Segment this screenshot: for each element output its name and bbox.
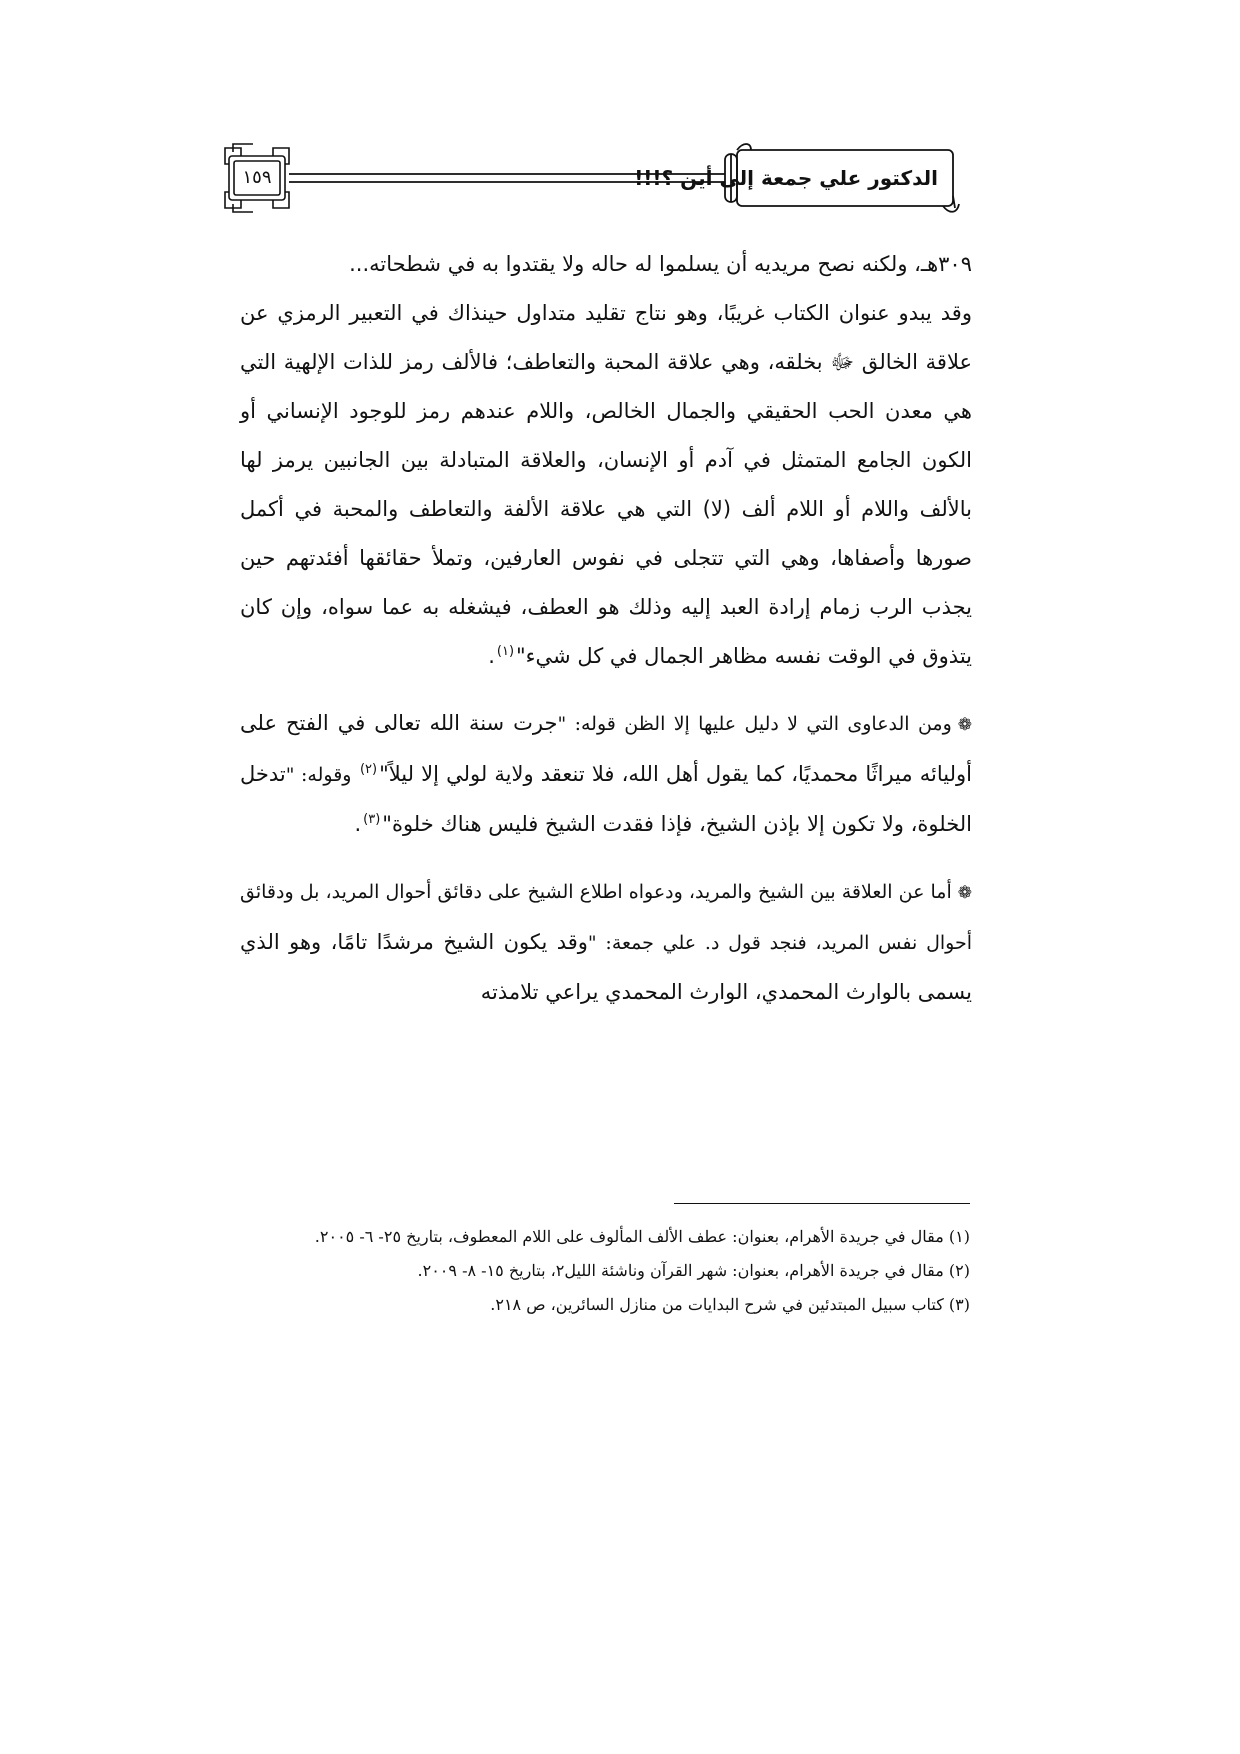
page-number: ١٥٩ [242, 167, 272, 188]
paragraph-intro: وقوله: " [285, 764, 358, 786]
main-text [240, 240, 972, 1017]
paragraph: ❁ومن الدعاوى التي لا دليل عليها إلا الظن قوله: "جرت سنة الله تعالى في الفتح على أوليائه ميراثًا محمديًا، كما يقول أهل الله، فلا تنعقد ولاية لولي إلا ليلاً"$^{(٢)}$ وقوله: "تدخل الخلوة، ولا تكون إلا بإذن الشيخ، فإذا فقدت الشيخ فليس هناك خلوة"$^{(٣)}$. [240, 711, 973, 836]
paragraph-text: وقد يبدو عنوان الكتاب غريبًا، وهو نتاج تقليد متداول حينذاك في التعبير الرمزي عن علاقة الخالق ﷻ بخلقه، وهي علاقة المحبة والتعاطف؛ فالألف رمز للذات الإلهية التي هي معدن الحب الحقيقي والجمال الخالص، واللام عندهم رمز للوجود الإنساني أو الكون الجامع المتمثل في آدم أو الإنسان، والعلاقة المتبادلة بين الجانبين يرمز لها بالألف واللام أو اللام ألف (لا) التي هي علاقة الألفة والتعاطف والمحبة في أكمل صورها وأصفاها، وهي التي تتجلى في نفوس العارفين، وتملأ حقائقها أفئدتهم حين يجذب الرب زمام إرادة العبد إليه وذلك هو العطف، فيشغله به عما سواه، وإن كان يتذوق في الوقت نفسه مظاهر الجمال في كل شيء" [240, 301, 972, 668]
page-header [225, 138, 960, 218]
footnote-reference[interactable]: (٣) [363, 812, 381, 827]
footnote: (٣) كتاب سبيل المبتدئين في شرح البدايات من منازل السائرين، ص ٢١٨. [490, 1295, 970, 1314]
running-header-title: الدكتور علي جمعة إلى أين ؟!!! [634, 166, 938, 190]
paragraph: ٣٠٩هـ، ولكنه نصح مريديه أن يسلموا له حاله ولا يقتدوا به في شطحاته... وقد يبدو عنوان الكتاب غريبًا، وهو نتاج تقليد متداول حينذاك في التعبير الرمزي عن علاقة الخالق ﷻ بخلقه، وهي علاقة المحبة والتعاطف؛ فالألف رمز للذات الإلهية التي هي معدن الحب الحقيقي والجمال الخالص، واللام عندهم رمز للوجود الإنساني أو الكون الجامع المتمثل في آدم أو الإنسان، والعلاقة المتبادلة بين الجانبين يرمز لها بالألف واللام أو اللام ألف (لا) التي هي علاقة الألفة والتعاطف والمحبة في أكمل صورها وأصفاها، وهي التي تتجلى في نفوس العارفين، وتملأ حقائقها أفئدتهم حين يجذب الرب زمام إرادة العبد إليه وذلك هو العطف، فيشغله به عما سواه، وإن كان يتذوق في الوقت نفسه مظاهر الجمال في كل شيء"$^{(١)}$. [240, 252, 972, 668]
footnote-divider [674, 1203, 970, 1204]
flower-bullet-icon: ❁ [957, 883, 972, 903]
paragraph-intro: أما عن العلاقة بين الشيخ والمريد، ودعواه اطلاع الشيخ على دقائق أحوال المريد، بل ودقائق أحوال نفس المريد، فنجد قول د. علي جمعة: " [240, 881, 972, 954]
footnote: (١) مقال في جريدة الأهرام، بعنوان: عطف الألف المألوف على اللام المعطوف، بتاريخ ٢٥- ٦- ٢٠٠٥. [314, 1227, 970, 1246]
footnote-reference[interactable]: (١) [496, 644, 515, 659]
flower-bullet-icon: ❁ [957, 715, 973, 735]
quotation: وقد يكون الشيخ مرشدًا تامًا، وهو الذي يسمى بالوارث المحمدي، الوارث المحمدي يراعي تلامذته [240, 930, 972, 1004]
footnotes [314, 1220, 970, 1322]
footnote: (٢) مقال في جريدة الأهرام، بعنوان: شهر القرآن وناشئة الليل٢، بتاريخ ١٥- ٨- ٢٠٠٩. [417, 1261, 970, 1280]
paragraph-intro: ومن الدعاوى التي لا دليل عليها إلا الظن قوله: " [557, 713, 952, 735]
quotation: جرت سنة الله تعالى في الفتح على أوليائه ميراثًا محمديًا، كما يقول أهل الله، فلا تنعقد ولاية لولي إلا ليلاً" [240, 711, 972, 786]
footnote-reference[interactable]: (٢) [359, 762, 378, 777]
quotation: تدخل الخلوة، ولا تكون إلا بإذن الشيخ، فإذا فقدت الشيخ فليس هناك خلوة" [240, 762, 972, 836]
paragraph [240, 867, 972, 1017]
paragraph-continuation: ٣٠٩هـ، ولكنه نصح مريديه أن يسلموا له حاله ولا يقتدوا به في شطحاته... [349, 252, 972, 276]
